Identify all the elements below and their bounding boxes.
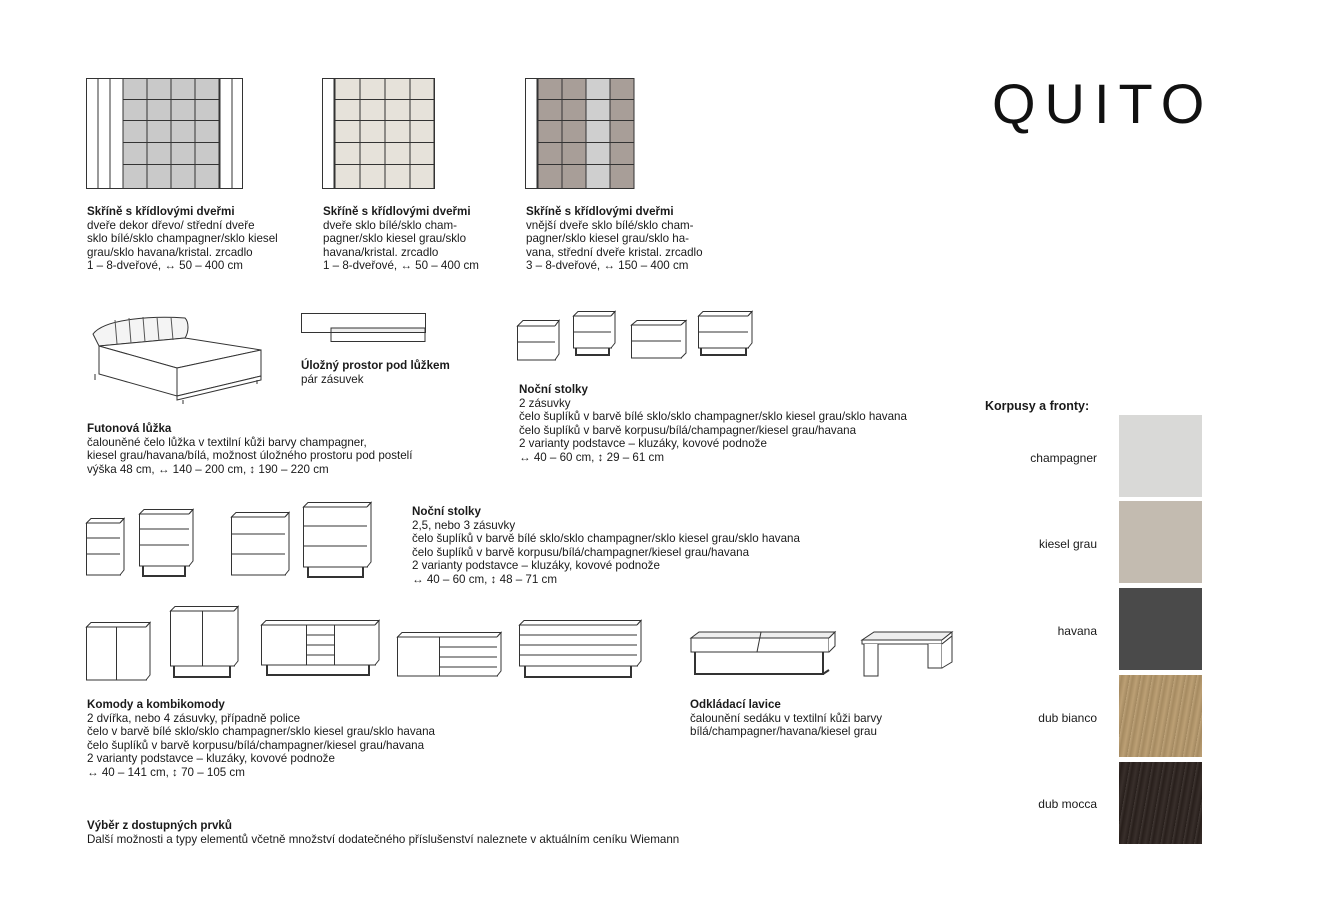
wardrobe-line: vnější dveře sklo bílé/sklo cham-	[526, 218, 694, 232]
finish-label-dub-mocca: dub mocca	[1038, 797, 1097, 811]
finish-swatch-kiesel-grau	[1119, 501, 1202, 583]
wardrobe-description-1	[87, 205, 278, 273]
wardrobe-line: pagner/sklo kiesel grau/sklo	[323, 232, 467, 246]
nightstands-line: 2 varianty podstavce – kluzáky, kovové podnože	[412, 559, 660, 573]
futon-line: výška 48 cm, ↔ 140 – 200 cm, ↕ 190 – 220 cm	[87, 462, 329, 476]
futon-title: Futonová lůžka	[87, 422, 172, 435]
brand-logo: QUITO	[992, 72, 1214, 135]
finish-swatch-dub-mocca	[1119, 762, 1202, 844]
nightstand-drawing-4	[698, 311, 754, 357]
finish-label-kiesel-grau: kiesel grau	[1038, 537, 1097, 551]
wardrobe-line: 1 – 8-dveřové, ↔ 50 – 400 cm	[87, 259, 243, 273]
futon-line: čalouněné čelo lůžka v textilní kůži barvy champagner,	[87, 435, 367, 449]
footer-note	[87, 819, 679, 846]
finishes-heading: Korpusy a fronty:	[985, 399, 1090, 413]
nightstands-line: ↔ 40 – 60 cm, ↕ 29 – 61 cm	[519, 450, 664, 464]
nightstands-line: čelo šuplíků v barvě korpusu/bílá/champagner/kiesel grau/havana	[519, 423, 857, 437]
wardrobe-line: havana/kristal. zrcadlo	[323, 245, 439, 259]
footer-title: Výběr z dostupných prvků	[87, 819, 232, 832]
nightstands-line: 2 varianty podstavce – kluzáky, kovové podnože	[519, 437, 767, 451]
bench-drawing-1	[689, 630, 839, 680]
wardrobe-title-1: Skříně s křídlovými dveřmi	[87, 205, 235, 218]
nightstand-drawing-1	[517, 320, 561, 362]
wardrobe-drawing-3	[525, 78, 637, 190]
futon-description	[87, 422, 412, 476]
dressers-line: 2 varianty podstavce – kluzáky, kovové podnože	[87, 752, 335, 766]
nightstands-description-2	[412, 505, 800, 587]
futon-line: kiesel grau/havana/bílá, možnost úložného prostoru pod postelí	[87, 449, 413, 463]
bench-drawing-2	[860, 630, 956, 680]
underbed-storage-drawing	[301, 312, 429, 344]
wardrobe-drawing-1	[86, 78, 246, 190]
storage-line: pár zásuvek	[301, 372, 364, 386]
nightstand-drawing-2	[573, 311, 617, 357]
tall-nightstand-drawing-1	[86, 518, 126, 578]
futon-bed-drawing	[85, 312, 267, 407]
finish-swatch-champagner	[1119, 415, 1202, 497]
wardrobe-line: 3 – 8-dveřové, ↔ 150 – 400 cm	[526, 259, 689, 273]
storage-description	[301, 359, 450, 386]
bench-title: Odkládací lavice	[690, 698, 781, 711]
dresser-drawing-1	[86, 622, 152, 682]
wardrobe-line: pagner/sklo kiesel grau/sklo ha-	[526, 232, 690, 246]
dressers-line: 2 dvířka, nebo 4 zásuvky, případně police	[87, 711, 301, 725]
wardrobe-description-2	[323, 205, 479, 273]
wardrobe-line: grau/sklo havana/kristal. zrcadlo	[87, 245, 253, 259]
combi-dresser-drawing-2	[397, 632, 503, 678]
wardrobe-title-2: Skříně s křídlovými dveřmi	[323, 205, 471, 218]
wardrobe-title-3: Skříně s křídlovými dveřmi	[526, 205, 674, 218]
finish-label-champagner: champagner	[1030, 451, 1097, 465]
wardrobe-line: dveře dekor dřevo/ střední dveře	[87, 218, 255, 232]
nightstands-line: čelo šuplíků v barvě bílé sklo/sklo champagner/sklo kiesel grau/sklo havana	[519, 410, 907, 424]
dressers-description	[87, 698, 435, 780]
bench-description	[690, 698, 882, 739]
nightstands-line: 2,5, nebo 3 zásuvky	[412, 518, 516, 532]
bench-line: bílá/champagner/havana/kiesel grau	[690, 725, 877, 739]
nightstands-title-1: Noční stolky	[519, 383, 588, 396]
tall-nightstand-drawing-3	[231, 512, 291, 578]
wardrobe-line: dveře sklo bílé/sklo cham-	[323, 218, 458, 232]
finish-swatch-dub-bianco	[1119, 675, 1202, 757]
nightstand-drawing-3	[631, 320, 687, 360]
nightstands-description-1	[519, 383, 907, 465]
dressers-line: čelo v barvě bílé sklo/sklo champagner/sklo kiesel grau/sklo havana	[87, 725, 435, 739]
tall-nightstand-drawing-4	[303, 502, 373, 580]
finish-label-havana: havana	[1057, 624, 1097, 638]
finish-label-dub-bianco: dub bianco	[1038, 711, 1097, 725]
nightstands-line: ↔ 40 – 60 cm, ↕ 48 – 71 cm	[412, 572, 557, 586]
chest-drawing	[519, 620, 643, 680]
storage-title: Úložný prostor pod lůžkem	[301, 359, 450, 372]
dressers-line: ↔ 40 – 141 cm, ↕ 70 – 105 cm	[87, 765, 245, 779]
dressers-title: Komody a kombikomody	[87, 698, 225, 711]
combi-dresser-drawing-1	[261, 620, 381, 678]
wardrobe-drawing-2	[322, 78, 438, 190]
footer-line: Další možnosti a typy elementů včetně množství dodatečného příslušenství naleznete v aktuálním ceníku Wiemann	[87, 832, 680, 846]
dressers-line: čelo šuplíků v barvě korpusu/bílá/champagner/kiesel grau/havana	[87, 738, 425, 752]
nightstands-title-2: Noční stolky	[412, 505, 481, 518]
wardrobe-line: vana, střední dveře kristal. zrcadlo	[526, 245, 703, 259]
wardrobe-line: sklo bílé/sklo champagner/sklo kiesel	[87, 232, 278, 246]
nightstands-line: 2 zásuvky	[519, 396, 571, 410]
wardrobe-line: 1 – 8-dveřové, ↔ 50 – 400 cm	[323, 259, 479, 273]
nightstands-line: čelo šuplíků v barvě korpusu/bílá/champagner/kiesel grau/havana	[412, 545, 750, 559]
bench-line: čalounění sedáku v textilní kůži barvy	[690, 711, 883, 725]
dresser-drawing-2	[170, 606, 240, 680]
wardrobe-description-3	[526, 205, 703, 273]
tall-nightstand-drawing-2	[139, 509, 195, 579]
nightstands-line: čelo šuplíků v barvě bílé sklo/sklo champagner/sklo kiesel grau/sklo havana	[412, 532, 800, 546]
finish-swatch-havana	[1119, 588, 1202, 670]
